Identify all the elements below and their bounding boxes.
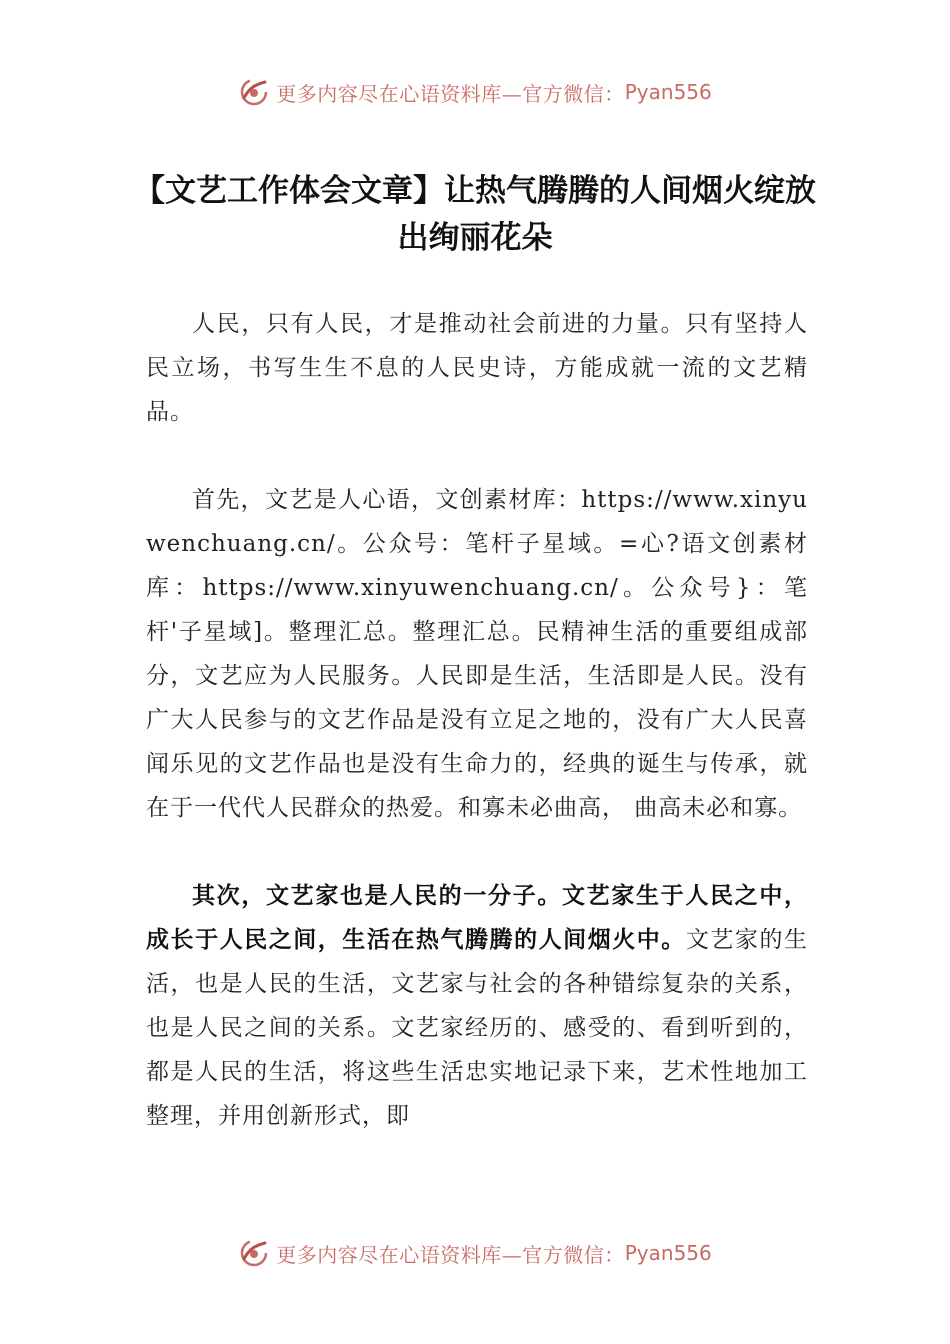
paragraph-3 (146, 874, 808, 1138)
swirl-logo-icon (238, 76, 270, 108)
paragraph-gap (146, 830, 808, 874)
paragraph-2: 首先，文艺是人心语，文创素材库：https://www.xinyuwenchuang.cn/。公众号：笔杆子星域。=心?语文创素材库：https://www.xinyuwenchuang.cn/。公众号}：笔杆'子星域]。整理汇总。整理汇总。民精神生活的重要组成部分，文艺应为人民服务。人民即是生活，生活即是人民。没有广大人民参与的文艺作品是没有立足之地的，没有广大人民喜闻乐见的文艺作品也是没有生命力的，经典的诞生与传承，就在于一代代人民群众的热爱。和寡未必曲高， 曲高未必和寡。 (146, 487, 808, 821)
footer-banner-text: 更多内容尽在心语资料库—官方微信： (276, 1242, 625, 1267)
document-body (146, 302, 808, 1138)
footer-wechat-id: Pyan556 (624, 1241, 712, 1265)
swirl-logo-icon (238, 1237, 270, 1269)
paragraph-3-lead: 其次，文艺家也是人民的一分子。文艺家生于人民之中，成长于人民之间，生活在热气腾腾的人间烟火中。 (146, 883, 808, 953)
header-banner (0, 72, 950, 112)
paragraph-gap (146, 434, 808, 478)
document-title: 【文艺工作体会文章】让热气腾腾的人间烟火绽放出绚丽花朵 (134, 173, 816, 256)
paragraph-1: 人民，只有人民，才是推动社会前进的力量。只有坚持人民立场，书写生生不息的人民史诗，方能成就一流的文艺精品。 (146, 311, 808, 425)
header-banner-text: 更多内容尽在心语资料库—官方微信： (276, 81, 625, 106)
paragraph-3-rest: 文艺家的生活，也是人民的生活，文艺家与社会的各种错综复杂的关系，也是人民之间的关系。文艺家经历的、感受的、看到听到的，都是人民的生活，将这些生活忠实地记录下来，艺术性地加工整理，并用创新形式，即 (146, 927, 809, 1129)
header-wechat-id: Pyan556 (624, 80, 712, 104)
footer-banner (0, 1233, 950, 1273)
